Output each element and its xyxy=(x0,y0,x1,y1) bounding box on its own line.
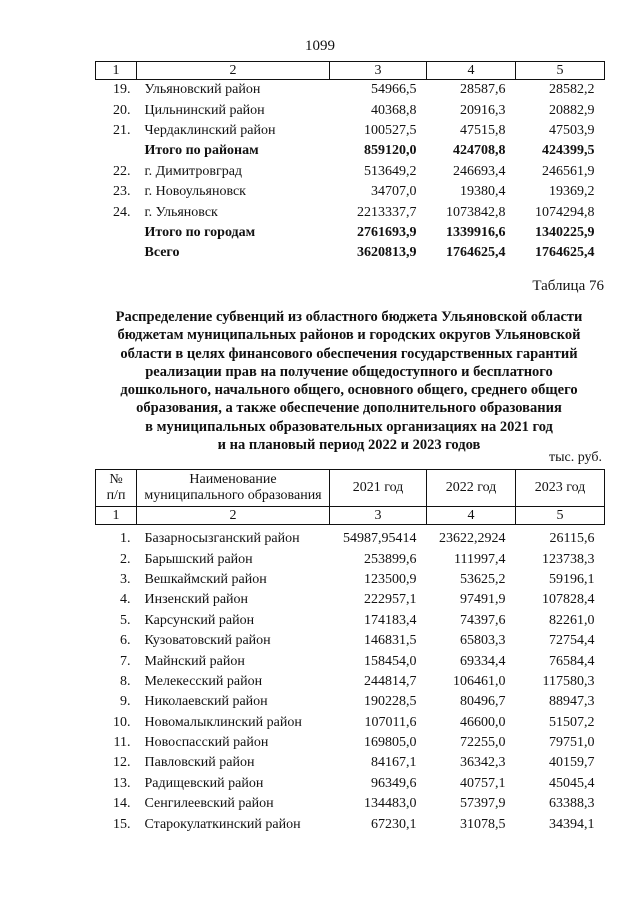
value-2023: 1074294,8 xyxy=(535,204,595,220)
value-2023: 45045,4 xyxy=(549,775,595,791)
value-2023: 76584,4 xyxy=(549,653,595,669)
column-number-row xyxy=(96,62,605,80)
municipality-name: Карсунский район xyxy=(144,612,255,628)
municipality-name: г. Новоульяновск xyxy=(144,184,246,200)
value-2021: 100527,5 xyxy=(364,122,417,138)
table-row xyxy=(96,631,605,651)
municipality-name: Всего xyxy=(144,245,180,261)
municipality-name: Ульяновский район xyxy=(144,82,261,98)
municipality-name: Радищевский район xyxy=(144,775,264,791)
table-row xyxy=(96,814,605,834)
value-2022: 40757,1 xyxy=(460,775,506,791)
value-2023: 82261,0 xyxy=(549,612,595,628)
header-name-line2: муниципального образования xyxy=(144,488,322,503)
municipality-name: Базарносызганский район xyxy=(144,531,300,547)
municipality-name: Майнский район xyxy=(144,653,245,669)
row-number: 21. xyxy=(113,122,131,138)
value-2021: 40368,8 xyxy=(371,102,417,118)
table-row xyxy=(96,182,605,202)
value-2022: 1764625,4 xyxy=(446,245,506,261)
value-2023: 51507,2 xyxy=(549,714,595,730)
value-2022: 31078,5 xyxy=(460,816,506,832)
col-number-cell: 4 xyxy=(427,62,516,80)
value-2023: 19369,2 xyxy=(549,184,595,200)
page-number: 1099 xyxy=(305,38,335,54)
row-number: 1. xyxy=(120,531,131,547)
header-2023: 2023 год xyxy=(516,470,605,507)
value-2021: 190228,5 xyxy=(364,694,417,710)
row-number: 15. xyxy=(113,816,131,832)
table-row xyxy=(96,243,605,263)
table-row xyxy=(96,651,605,671)
value-2021: 174183,4 xyxy=(364,612,417,628)
value-2023: 107828,4 xyxy=(542,592,595,608)
header-name xyxy=(137,470,330,507)
title-line: образования, а также обеспечение дополнительного образования xyxy=(136,400,562,417)
value-2022: 47515,8 xyxy=(460,122,506,138)
value-2023: 88947,3 xyxy=(549,694,595,710)
col-number-cell: 1 xyxy=(96,507,137,525)
value-2022: 72255,0 xyxy=(460,735,506,751)
header-row xyxy=(96,470,605,507)
value-2021: 859120,0 xyxy=(364,143,417,159)
municipality-name: Новомалыклинский район xyxy=(144,714,302,730)
value-2023: 47503,9 xyxy=(549,122,595,138)
value-2023: 72754,4 xyxy=(549,633,595,649)
table-row xyxy=(96,590,605,610)
row-number: 10. xyxy=(113,714,131,730)
value-2021: 2213337,7 xyxy=(357,204,417,220)
value-2022: 97491,9 xyxy=(460,592,506,608)
table-row xyxy=(96,162,605,182)
col-number-cell: 2 xyxy=(137,507,330,525)
value-2023: 123738,3 xyxy=(542,551,595,567)
row-number: 23. xyxy=(113,184,131,200)
value-2021: 253899,6 xyxy=(364,551,417,567)
value-2021: 96349,6 xyxy=(371,775,417,791)
value-2022: 65803,3 xyxy=(460,633,506,649)
municipality-name: Павловский район xyxy=(144,755,255,771)
title-line: и на плановый период 2022 и 2023 годов xyxy=(217,437,481,454)
col-number-cell: 5 xyxy=(516,507,605,525)
municipality-name: г. Ульяновск xyxy=(144,204,218,220)
table-row xyxy=(96,141,605,161)
municipality-name: Чердаклинский район xyxy=(144,122,276,138)
row-number: 24. xyxy=(113,204,131,220)
col-number-cell: 5 xyxy=(516,62,605,80)
value-2022: 20916,3 xyxy=(460,102,506,118)
table-row xyxy=(96,692,605,712)
col-number-cell: 1 xyxy=(96,62,137,80)
row-number: 14. xyxy=(113,796,131,812)
row-number xyxy=(96,141,137,161)
table-row xyxy=(96,733,605,753)
table-label: Таблица 76 xyxy=(532,278,604,294)
table-row xyxy=(96,202,605,222)
header-2022: 2022 год xyxy=(427,470,516,507)
header-num xyxy=(96,470,137,507)
row-number: 12. xyxy=(113,755,131,771)
value-2021: 107011,6 xyxy=(364,714,417,730)
header-num-line2: п/п xyxy=(106,488,126,503)
row-number: 11. xyxy=(113,735,131,751)
value-2022: 36342,3 xyxy=(460,755,506,771)
row-number: 19. xyxy=(113,82,131,98)
value-2022: 106461,0 xyxy=(453,673,506,689)
table-row xyxy=(96,794,605,814)
table-row xyxy=(96,611,605,631)
value-2023: 20882,9 xyxy=(549,102,595,118)
municipality-name: Итого по городам xyxy=(144,224,256,240)
municipality-name: Сенгилеевский район xyxy=(144,796,274,812)
row-number xyxy=(96,243,137,263)
value-2023: 424399,5 xyxy=(542,143,595,159)
municipality-name: Цильнинский район xyxy=(144,102,265,118)
value-2022: 53625,2 xyxy=(460,571,506,587)
value-2022: 28587,6 xyxy=(460,82,506,98)
col-number-cell: 4 xyxy=(427,507,516,525)
row-number: 22. xyxy=(113,163,131,179)
col-number-cell: 2 xyxy=(137,62,330,80)
table-row xyxy=(96,549,605,569)
municipality-name: Вешкаймский район xyxy=(144,571,267,587)
row-number: 4. xyxy=(120,592,131,608)
col-number-cell: 3 xyxy=(330,62,427,80)
value-2022: 1073842,8 xyxy=(446,204,506,220)
value-2022: 80496,7 xyxy=(460,694,506,710)
row-number: 3. xyxy=(120,571,131,587)
row-number: 20. xyxy=(113,102,131,118)
row-number: 13. xyxy=(113,775,131,791)
row-number xyxy=(96,223,137,243)
table-row xyxy=(96,672,605,692)
value-2023: 246561,9 xyxy=(542,163,595,179)
title-line: бюджетам муниципальных районов и городских округов Ульяновской xyxy=(117,327,581,344)
table-title xyxy=(96,308,602,454)
row-number: 2. xyxy=(120,551,131,567)
value-2023: 28582,2 xyxy=(549,82,595,98)
header-2021: 2021 год xyxy=(330,470,427,507)
table-row xyxy=(96,121,605,141)
value-2023: 59196,1 xyxy=(549,571,595,587)
value-2022: 1339916,6 xyxy=(446,224,506,240)
row-number: 6. xyxy=(120,633,131,649)
title-line: дошкольного, начального общего, основного общего, среднего общего xyxy=(120,382,578,399)
value-2021: 244814,7 xyxy=(364,673,417,689)
units-label: тыс. руб. xyxy=(549,450,602,465)
value-2023: 1764625,4 xyxy=(535,245,595,261)
value-2023: 79751,0 xyxy=(549,735,595,751)
value-2021: 169805,0 xyxy=(364,735,417,751)
value-2021: 34707,0 xyxy=(371,184,417,200)
value-2022: 57397,9 xyxy=(460,796,506,812)
title-line: реализации прав на получение общедоступного и бесплатного xyxy=(145,363,553,380)
value-2022: 111997,4 xyxy=(454,551,506,567)
value-2021: 67230,1 xyxy=(371,816,417,832)
value-2022: 46600,0 xyxy=(460,714,506,730)
value-2022: 19380,4 xyxy=(460,184,506,200)
row-number: 8. xyxy=(120,673,131,689)
value-2023: 117580,3 xyxy=(542,673,595,689)
municipality-name: г. Димитровград xyxy=(144,163,243,179)
municipality-name: Новоспасский район xyxy=(144,735,269,751)
subventions-table xyxy=(95,469,605,835)
table-row xyxy=(96,80,605,101)
header-name-line1: Наименование xyxy=(189,472,277,487)
value-2023: 34394,1 xyxy=(549,816,595,832)
value-2023: 40159,7 xyxy=(549,755,595,771)
value-2021: 222957,1 xyxy=(364,592,417,608)
value-2021: 123500,9 xyxy=(364,571,417,587)
row-number: 7. xyxy=(120,653,131,669)
table-row xyxy=(96,100,605,120)
value-2021: 84167,1 xyxy=(371,755,417,771)
municipality-name: Барышский район xyxy=(144,551,253,567)
municipality-name: Мелекесский район xyxy=(144,673,263,689)
municipality-name: Итого по районам xyxy=(144,143,259,159)
value-2021: 54966,5 xyxy=(371,82,417,98)
value-2022: 424708,8 xyxy=(453,143,506,159)
table-row xyxy=(96,570,605,590)
municipality-name: Инзенский район xyxy=(144,592,249,608)
row-number: 9. xyxy=(120,694,131,710)
continued-table xyxy=(95,61,605,264)
table-row xyxy=(96,223,605,243)
value-2023: 1340225,9 xyxy=(535,224,595,240)
value-2022: 246693,4 xyxy=(453,163,506,179)
table-row xyxy=(96,774,605,794)
municipality-name: Николаевский район xyxy=(144,694,268,710)
title-line: Распределение субвенций из областного бюджета Ульяновской области xyxy=(115,309,583,325)
header-num-line1: № xyxy=(109,472,123,487)
value-2023: 63388,3 xyxy=(549,796,595,812)
municipality-name: Старокулаткинский район xyxy=(144,816,301,832)
value-2021: 513649,2 xyxy=(364,163,417,179)
value-2022: 69334,4 xyxy=(460,653,506,669)
table-row xyxy=(96,713,605,733)
value-2021: 2761693,9 xyxy=(357,224,417,240)
value-2021: 134483,0 xyxy=(364,796,417,812)
title-line: области в целях финансового обеспечения государственных гарантий xyxy=(120,345,578,362)
value-2021: 146831,5 xyxy=(364,633,417,649)
value-2022: 23622,2924 xyxy=(439,531,506,547)
table-row xyxy=(96,525,605,550)
value-2021: 3620813,9 xyxy=(357,245,417,261)
municipality-name: Кузоватовский район xyxy=(144,633,271,649)
col-number-cell: 3 xyxy=(330,507,427,525)
value-2023: 26115,6 xyxy=(549,531,595,547)
row-number: 5. xyxy=(120,612,131,628)
title-line: в муниципальных образовательных организациях на 2021 год xyxy=(145,418,553,435)
table-row xyxy=(96,753,605,773)
value-2021: 158454,0 xyxy=(364,653,417,669)
value-2022: 74397,6 xyxy=(460,612,506,628)
column-number-row xyxy=(96,507,605,525)
value-2021: 54987,95414 xyxy=(343,531,417,547)
